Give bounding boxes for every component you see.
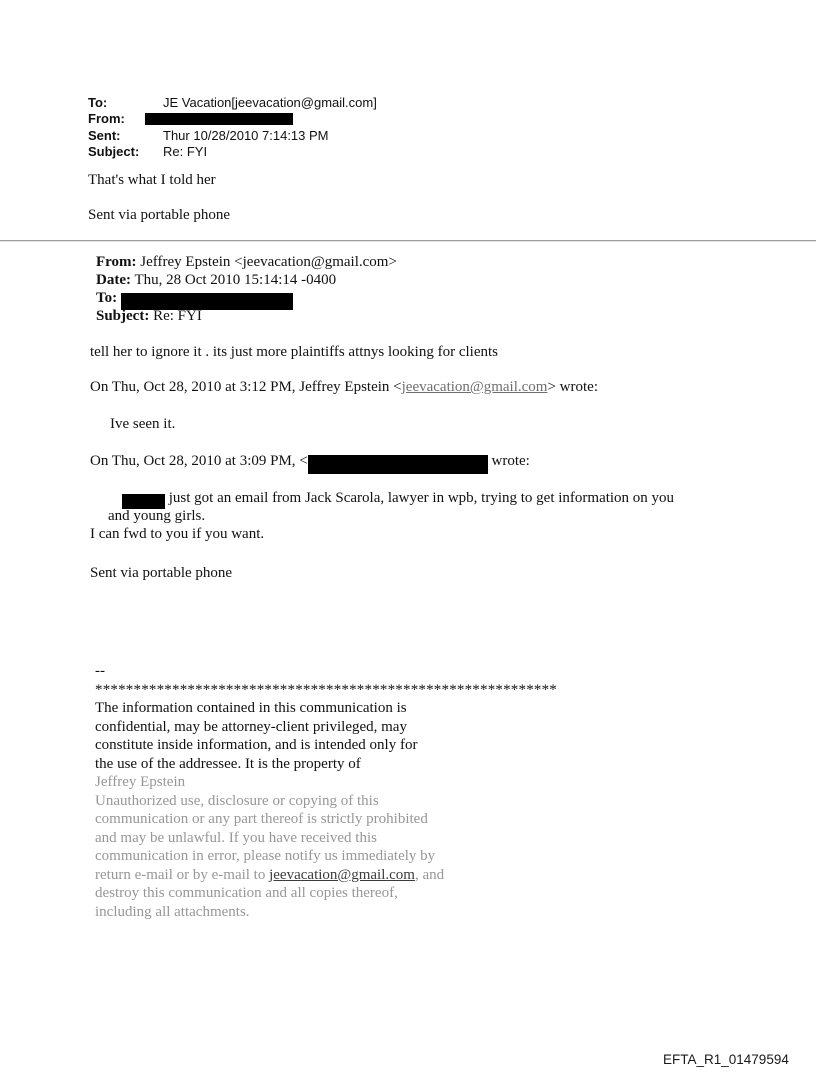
quoted-reply-line: tell her to ignore it . its just more plaintiffs attnys looking for clients (90, 344, 498, 360)
quoted-header-date (96, 271, 397, 289)
from-label: From: (88, 110, 125, 126)
disclaimer-line-gray: communication or any part thereof is strictly prohibited (95, 811, 428, 827)
quoted-subject-value: Re: FYI (149, 308, 202, 324)
quoted-header-to (96, 289, 397, 307)
from-value-redacted (163, 111, 293, 129)
email-link[interactable]: jeevacation@gmail.com (269, 866, 415, 883)
message-body-line: That's what I told her (88, 172, 216, 188)
quote-attribution-text: > wrote: (547, 379, 598, 395)
bates-number: EFTA_R1_01479594 (663, 1052, 789, 1067)
quoted-sent-via-phone-line: Sent via portable phone (90, 565, 233, 581)
subject-value: Re: FYI (163, 143, 208, 159)
disclaimer-line-gray: including all attachments. (95, 903, 250, 920)
asterisk-divider: ************************************************************ (95, 681, 557, 698)
quoted-reply-ive-seen-it: Ive seen it. (110, 416, 176, 432)
sent-label: Sent: (88, 128, 121, 143)
disclaimer-line-gray: Unauthorized use, disclosure or copying of this (95, 792, 379, 809)
disclaimer-line-with-link (95, 866, 557, 885)
disclaimer-line: constitute inside information, and is intended only for (95, 737, 418, 753)
sent-value: Thur 10/28/2010 7:14:13 PM (163, 128, 329, 143)
quote-attribution-text: On Thu, Oct 28, 2010 at 3:12 PM, Jeffrey Epstein < (90, 379, 402, 395)
email-link[interactable]: jeevacation@gmail.com (401, 379, 548, 395)
quoted-email-header (96, 253, 397, 325)
to-label: To: (88, 95, 108, 110)
quote-attribution-309 (90, 452, 530, 470)
email-header-top (88, 95, 377, 159)
disclaimer-line: the use of the addressee. It is the property of (95, 755, 361, 772)
quoted-body-text: just got an email from Jack Scarola, lawyer in wpb, trying to get information on you (165, 490, 675, 506)
subject-label: Subject: (88, 143, 140, 159)
redaction-bar (145, 113, 293, 125)
horizontal-divider (0, 240, 816, 242)
legal-disclaimer-block (95, 662, 557, 921)
quoted-body-line-2: and young girls. (108, 508, 206, 524)
quoted-date-label: Date: (96, 272, 131, 288)
disclaimer-text: return e-mail or by e-mail to (95, 866, 270, 883)
header-row-subject (88, 144, 377, 160)
disclaimer-line: The information contained in this communication is (95, 700, 407, 716)
sent-via-phone-line: Sent via portable phone (88, 207, 231, 223)
disclaimer-line-gray: and may be unlawful. If you have received this (95, 829, 377, 846)
header-row-to (88, 95, 377, 111)
quoted-body-line-1 (122, 489, 674, 507)
quoted-subject-label: Subject: (96, 308, 150, 324)
header-row-sent (88, 128, 377, 144)
signature-separator: -- (95, 663, 105, 679)
disclaimer-line-gray: destroy this communication and all copies thereof, (95, 885, 398, 901)
disclaimer-line-gray: Jeffrey Epstein (95, 774, 186, 790)
quoted-from-label: From: (96, 254, 137, 270)
quoted-header-from (96, 253, 397, 271)
redaction-bar (308, 455, 488, 474)
header-row-from (88, 111, 377, 129)
to-value: JE Vacation[jeevacation@gmail.com] (163, 95, 377, 110)
quote-attribution-text: On Thu, Oct 28, 2010 at 3:09 PM, < (90, 453, 308, 469)
disclaimer-line-gray: communication in error, please notify us immediately by (95, 848, 436, 864)
quoted-body-line-3: I can fwd to you if you want. (90, 526, 265, 542)
quote-attribution-312 (90, 378, 598, 396)
quoted-from-value: Jeffrey Epstein <jeevacation@gmail.com> (136, 254, 397, 270)
quoted-date-value: Thu, 28 Oct 2010 15:14:14 -0400 (130, 272, 337, 288)
disclaimer-line: confidential, may be attorney-client privileged, may (95, 718, 407, 735)
quoted-to-label: To: (96, 290, 118, 306)
quote-attribution-text: wrote: (487, 453, 530, 469)
disclaimer-text: , and (414, 866, 445, 883)
